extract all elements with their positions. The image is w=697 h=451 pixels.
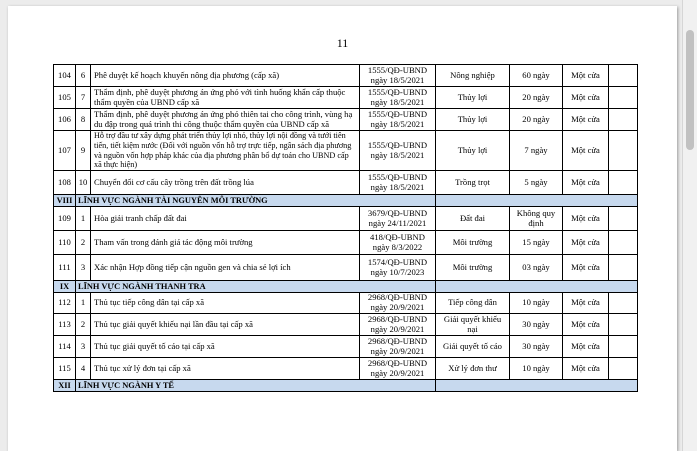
notes-cell <box>609 314 638 336</box>
row-index: 113 <box>54 314 76 336</box>
row-index: 109 <box>54 207 76 231</box>
procedure-name: Thẩm định, phê duyệt phương án ứng phó thiên tai cho công trình, vùng hạ du đập trong quá trình thi công thuộc thẩm quyền của UBND cấp xã <box>91 109 360 131</box>
notes-cell <box>609 255 638 281</box>
notes-cell <box>609 109 638 131</box>
table-row <box>54 207 638 231</box>
row-sub-index: 3 <box>76 336 91 358</box>
section-title: LĨNH VỰC NGÀNH TÀI NGUYÊN MÔI TRƯỜNG <box>76 195 436 207</box>
row-sub-index: 3 <box>76 255 91 281</box>
processing-time: 20 ngày <box>510 87 563 109</box>
section-filler <box>436 281 638 293</box>
vertical-scrollbar[interactable] <box>682 0 697 451</box>
table-row <box>54 293 638 314</box>
decision-reference: 1555/QĐ-UBND ngày 18/5/2021 <box>360 131 436 171</box>
notes-cell <box>609 131 638 171</box>
row-sub-index: 2 <box>76 314 91 336</box>
decision-reference: 1555/QĐ-UBND ngày 18/5/2021 <box>360 87 436 109</box>
procedure-name: Thẩm định, phê duyệt phương án ứng phó với tình huống khẩn cấp thuộc thẩm quyền của UBND cấp xã <box>91 87 360 109</box>
processing-time: 20 ngày <box>510 109 563 131</box>
procedure-name: Thủ tục xử lý đơn tại cấp xã <box>91 358 360 380</box>
decision-reference: 2968/QĐ-UBND ngày 20/9/2021 <box>360 358 436 380</box>
processing-time: 30 ngày <box>510 336 563 358</box>
submission-mode: Một cửa <box>563 255 609 281</box>
field-name: Thủy lợi <box>436 131 510 171</box>
document-page <box>8 6 677 451</box>
procedure-name: Tham vấn trong đánh giá tác động môi trường <box>91 231 360 255</box>
decision-reference: 1555/QĐ-UBND ngày 18/5/2021 <box>360 109 436 131</box>
table-row <box>54 255 638 281</box>
table-row <box>54 87 638 109</box>
procedure-name: Xác nhận Hợp đồng tiếp cận nguồn gen và chia sẻ lợi ích <box>91 255 360 281</box>
procedure-name: Hỗ trợ đầu tư xây dựng phát triển thủy lợi nhỏ, thủy lợi nội đồng và tưới tiên tiến, tiết kiệm nước (Đối với nguồn vốn hỗ trợ trực tiếp, ngân sách địa phương và nguồn vốn hợp pháp khác của địa phương phân bổ dự toán cho UBND cấp xã thực hiện) <box>91 131 360 171</box>
table-row <box>54 336 638 358</box>
submission-mode: Một cửa <box>563 109 609 131</box>
field-name: Trồng trọt <box>436 171 510 195</box>
row-sub-index: 4 <box>76 358 91 380</box>
table-row <box>54 131 638 171</box>
table-row <box>54 109 638 131</box>
processing-time: 03 ngày <box>510 255 563 281</box>
table-row <box>54 65 638 87</box>
processing-time: 30 ngày <box>510 314 563 336</box>
procedure-name: Thủ tục tiếp công dân tại cấp xã <box>91 293 360 314</box>
row-index: 104 <box>54 65 76 87</box>
row-sub-index: 1 <box>76 293 91 314</box>
notes-cell <box>609 171 638 195</box>
section-number: IX <box>54 281 76 293</box>
row-sub-index: 10 <box>76 171 91 195</box>
table-body <box>54 65 638 392</box>
row-index: 107 <box>54 131 76 171</box>
procedure-name: Thủ tục giải quyết khiếu nại lần đầu tại cấp xã <box>91 314 360 336</box>
procedure-name: Phê duyệt kế hoạch khuyến nông địa phương (cấp xã) <box>91 65 360 87</box>
row-index: 106 <box>54 109 76 131</box>
section-number: XII <box>54 380 76 392</box>
decision-reference: 3679/QĐ-UBND ngày 24/11/2021 <box>360 207 436 231</box>
submission-mode: Một cửa <box>563 171 609 195</box>
submission-mode: Một cửa <box>563 87 609 109</box>
submission-mode: Một cửa <box>563 231 609 255</box>
table-row <box>54 314 638 336</box>
procedure-name: Hòa giải tranh chấp đất đai <box>91 207 360 231</box>
page-number: 11 <box>336 36 349 50</box>
decision-reference: 2968/QĐ-UBND ngày 20/9/2021 <box>360 314 436 336</box>
notes-cell <box>609 336 638 358</box>
submission-mode: Một cửa <box>563 65 609 87</box>
row-index: 110 <box>54 231 76 255</box>
row-index: 112 <box>54 293 76 314</box>
field-name: Giải quyết khiếu nại <box>436 314 510 336</box>
notes-cell <box>609 65 638 87</box>
submission-mode: Một cửa <box>563 293 609 314</box>
row-sub-index: 9 <box>76 131 91 171</box>
processing-time: Không quy định <box>510 207 563 231</box>
procedure-name: Chuyển đổi cơ cấu cây trồng trên đất trồng lúa <box>91 171 360 195</box>
notes-cell <box>609 87 638 109</box>
section-header-row <box>54 380 638 392</box>
row-sub-index: 8 <box>76 109 91 131</box>
procedure-name: Thủ tục giải quyết tố cáo tại cấp xã <box>91 336 360 358</box>
processing-time: 60 ngày <box>510 65 563 87</box>
submission-mode: Một cửa <box>563 358 609 380</box>
field-name: Xử lý đơn thư <box>436 358 510 380</box>
notes-cell <box>609 358 638 380</box>
row-index: 114 <box>54 336 76 358</box>
field-name: Thủy lợi <box>436 87 510 109</box>
section-header-row <box>54 281 638 293</box>
decision-reference: 2968/QĐ-UBND ngày 20/9/2021 <box>360 336 436 358</box>
processing-time: 15 ngày <box>510 231 563 255</box>
row-index: 111 <box>54 255 76 281</box>
submission-mode: Một cửa <box>563 207 609 231</box>
table-row <box>54 231 638 255</box>
section-title: LĨNH VỰC NGÀNH THANH TRA <box>76 281 436 293</box>
decision-reference: 418/QĐ-UBND ngày 8/3/2022 <box>360 231 436 255</box>
procedures-table <box>53 64 638 392</box>
notes-cell <box>609 293 638 314</box>
section-title: LĨNH VỰC NGÀNH Y TẾ <box>76 380 436 392</box>
field-name: Đất đai <box>436 207 510 231</box>
row-sub-index: 2 <box>76 231 91 255</box>
decision-reference: 2968/QĐ-UBND ngày 20/9/2021 <box>360 293 436 314</box>
processing-time: 7 ngày <box>510 131 563 171</box>
field-name: Giải quyết tố cáo <box>436 336 510 358</box>
row-index: 108 <box>54 171 76 195</box>
submission-mode: Một cửa <box>563 131 609 171</box>
row-sub-index: 6 <box>76 65 91 87</box>
decision-reference: 1555/QĐ-UBND ngày 18/5/2021 <box>360 171 436 195</box>
row-sub-index: 7 <box>76 87 91 109</box>
section-filler <box>436 195 638 207</box>
submission-mode: Một cửa <box>563 314 609 336</box>
processing-time: 5 ngày <box>510 171 563 195</box>
section-header-row <box>54 195 638 207</box>
row-index: 105 <box>54 87 76 109</box>
field-name: Môi trường <box>436 255 510 281</box>
row-index: 115 <box>54 358 76 380</box>
decision-reference: 1555/QĐ-UBND ngày 18/5/2021 <box>360 65 436 87</box>
scrollbar-thumb[interactable] <box>686 30 694 150</box>
section-number: VIII <box>54 195 76 207</box>
row-sub-index: 1 <box>76 207 91 231</box>
field-name: Tiếp công dân <box>436 293 510 314</box>
processing-time: 10 ngày <box>510 293 563 314</box>
table-row <box>54 171 638 195</box>
submission-mode: Một cửa <box>563 336 609 358</box>
section-filler <box>436 380 638 392</box>
notes-cell <box>609 207 638 231</box>
field-name: Môi trường <box>436 231 510 255</box>
table-row <box>54 358 638 380</box>
field-name: Thủy lợi <box>436 109 510 131</box>
processing-time: 10 ngày <box>510 358 563 380</box>
field-name: Nông nghiệp <box>436 65 510 87</box>
decision-reference: 1574/QĐ-UBND ngày 10/7/2023 <box>360 255 436 281</box>
notes-cell <box>609 231 638 255</box>
